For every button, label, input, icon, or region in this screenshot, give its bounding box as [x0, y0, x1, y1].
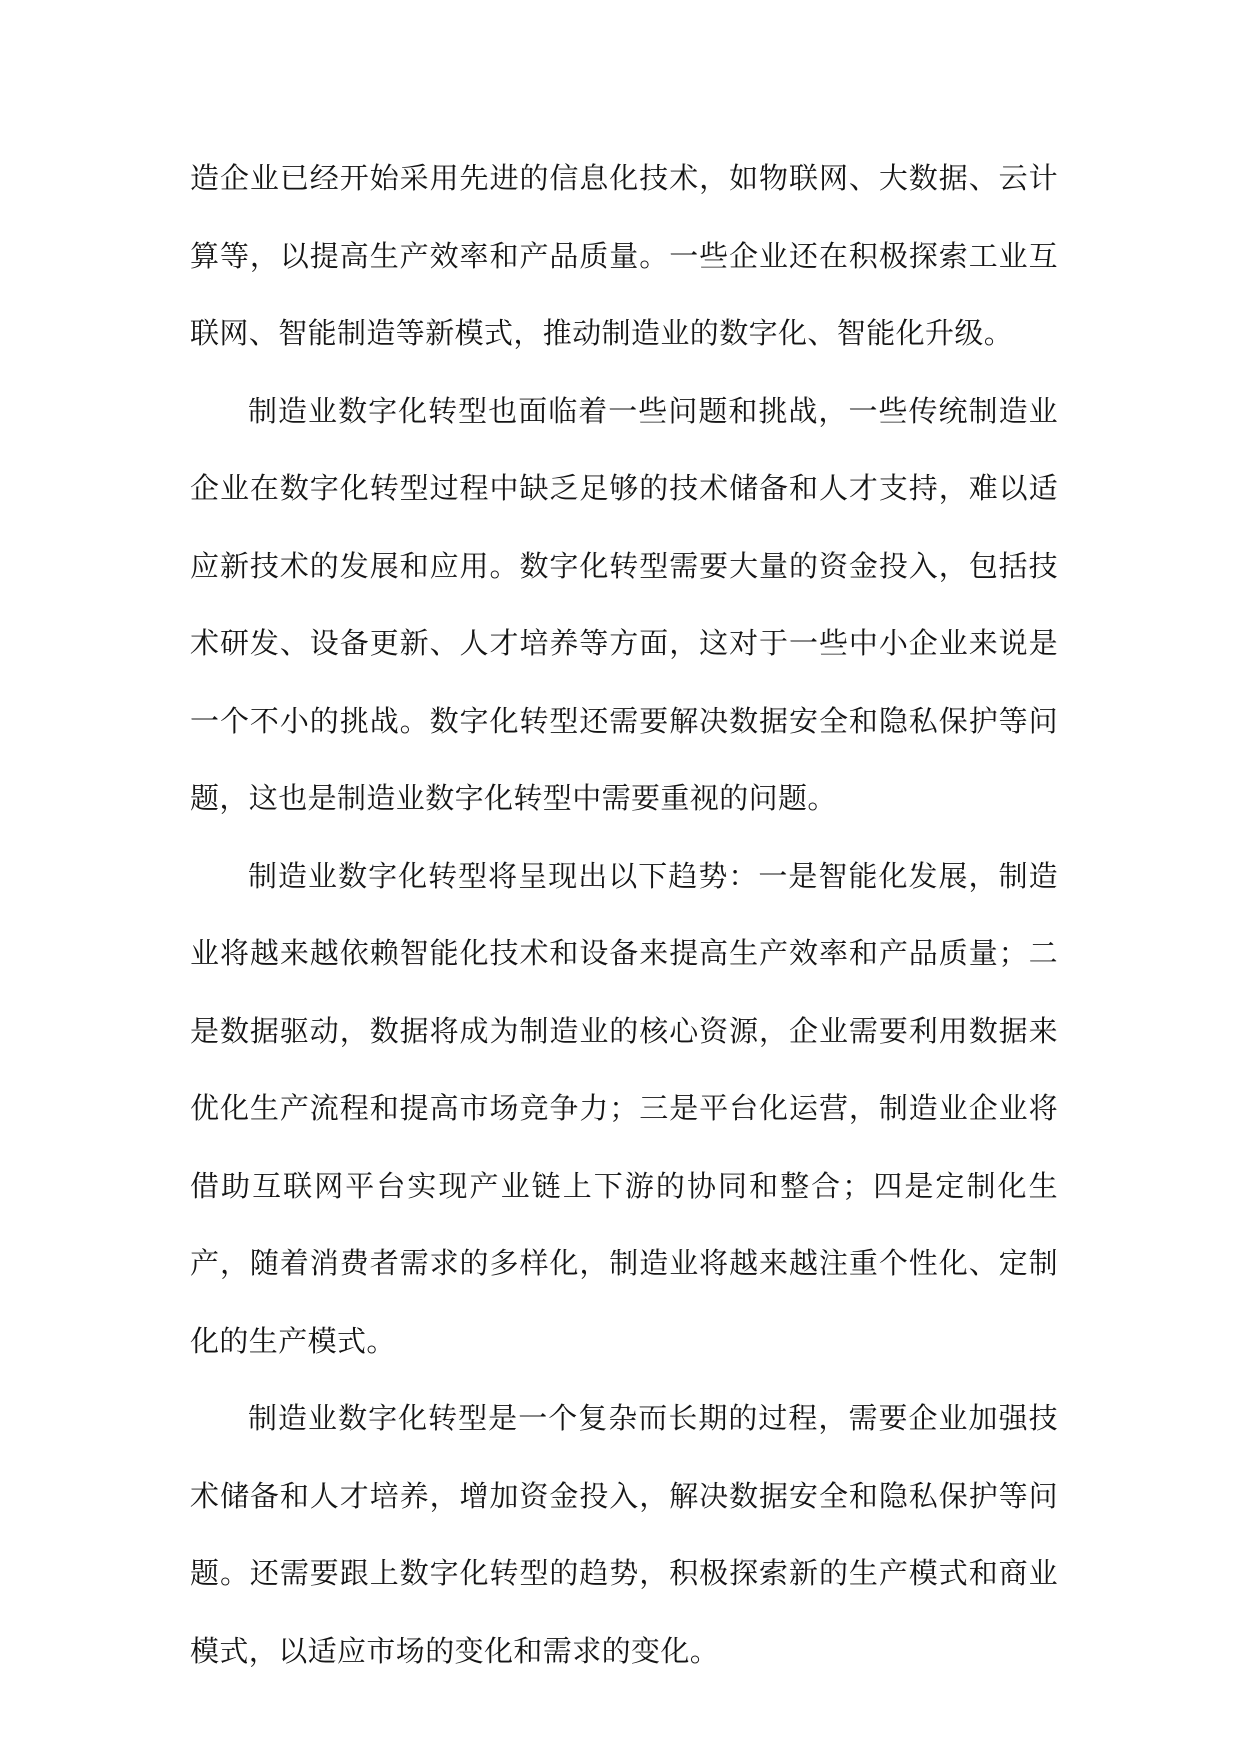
paragraph-conclusion: 制造业数字化转型是一个复杂而长期的过程，需要企业加强技术储备和人才培养，增加资金投入，解决数据安全和隐私保护等问题。还需要跟上数字化转型的趋势，积极探索新的生产模式和商业模式，以适应市场的变化和需求的变化。 [190, 1401, 1058, 1668]
paragraph-trends: 制造业数字化转型将呈现出以下趋势：一是智能化发展，制造业将越来越依赖智能化技术和设备来提高生产效率和产品质量；二是数据驱动，数据将成为制造业的核心资源，企业需要利用数据来优化生产流程和提高市场竞争力；三是平台化运营，制造业企业将借助互联网平台实现产业链上下游的协同和整合；四是定制化生产，随着消费者需求的多样化，制造业将越来越注重个性化、定制化的生产模式。 [190, 858, 1058, 1358]
paragraph-continued: 造企业已经开始采用先进的信息化技术，如物联网、大数据、云计算等，以提高生产效率和产品质量。一些企业还在积极探索工业互联网、智能制造等新模式，推动制造业的数字化、智能化升级。 [190, 161, 1058, 350]
paragraph-challenges: 制造业数字化转型也面临着一些问题和挑战，一些传统制造业企业在数字化转型过程中缺乏足够的技术储备和人才支持，难以适应新技术的发展和应用。数字化转型需要大量的资金投入，包括技术研发、设备更新、人才培养等方面，这对于一些中小企业来说是一个不小的挑战。数字化转型还需要解决数据安全和隐私保护等问题，这也是制造业数字化转型中需要重视的问题。 [190, 393, 1058, 815]
document-body [190, 140, 1058, 1690]
